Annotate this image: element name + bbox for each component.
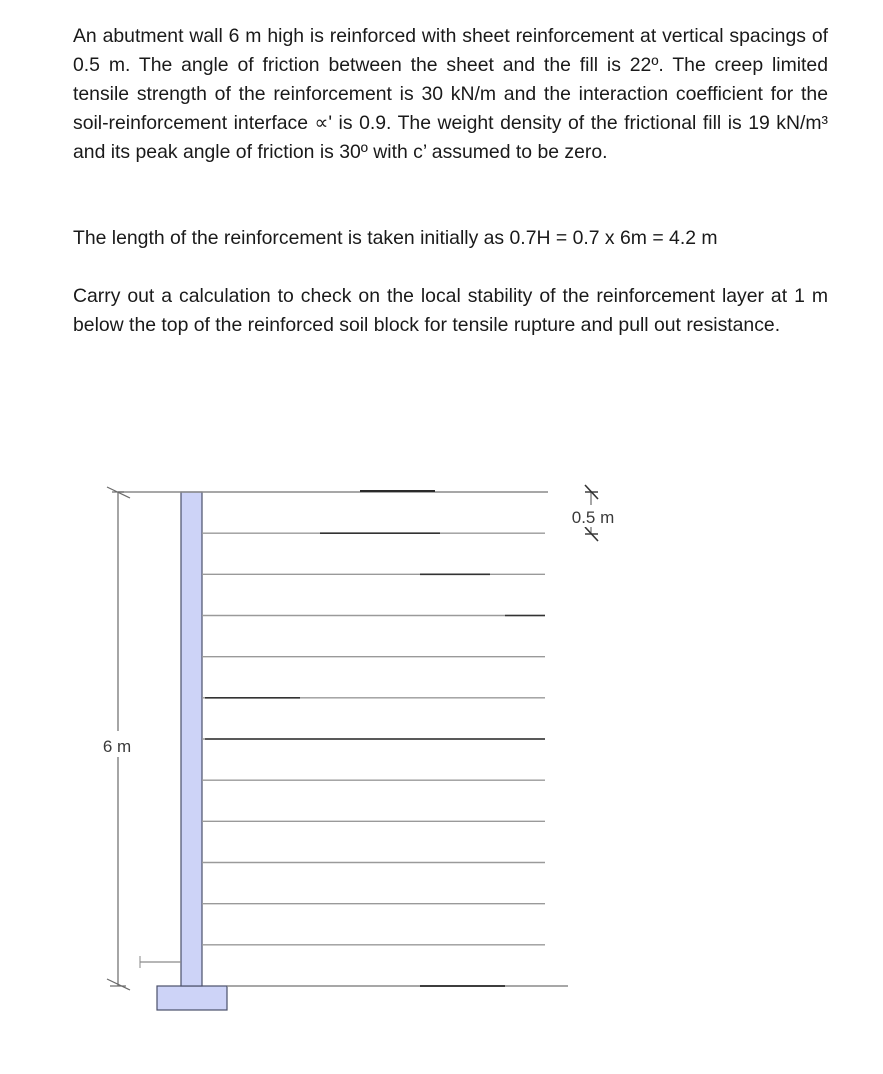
problem-paragraph-3: Carry out a calculation to check on the local stability of the reinforcement layer at 1 m below the top of the reinforced soil block for tensile rupture and pull out resistance. [73, 285, 828, 336]
spacing-label: 0.5 m [571, 508, 615, 527]
reinforcement-layers [202, 533, 545, 945]
height-label: 6 m [102, 737, 132, 756]
problem-paragraph-1: An abutment wall 6 m high is reinforced with sheet reinforcement at vertical spacings of 0.5 m. The angle of friction between the sheet and the fill is 22º. The creep limited tensile strength of the reinforcement is 30 kN/m and the interaction coefficient for the soil-reinforcement interface ∝' is 0.9. The weight density of the frictional fill is 19 kN/m³ and its peak angle of friction is 30º with c’ assumed to be zero. [73, 25, 828, 163]
problem-paragraph-2: The length of the reinforcement is taken initially as 0.7H = 0.7 x 6m = 4.2 m [73, 227, 718, 249]
wall-facing [181, 492, 202, 986]
wall-footing [157, 986, 227, 1010]
retaining-wall-diagram [0, 470, 883, 1030]
